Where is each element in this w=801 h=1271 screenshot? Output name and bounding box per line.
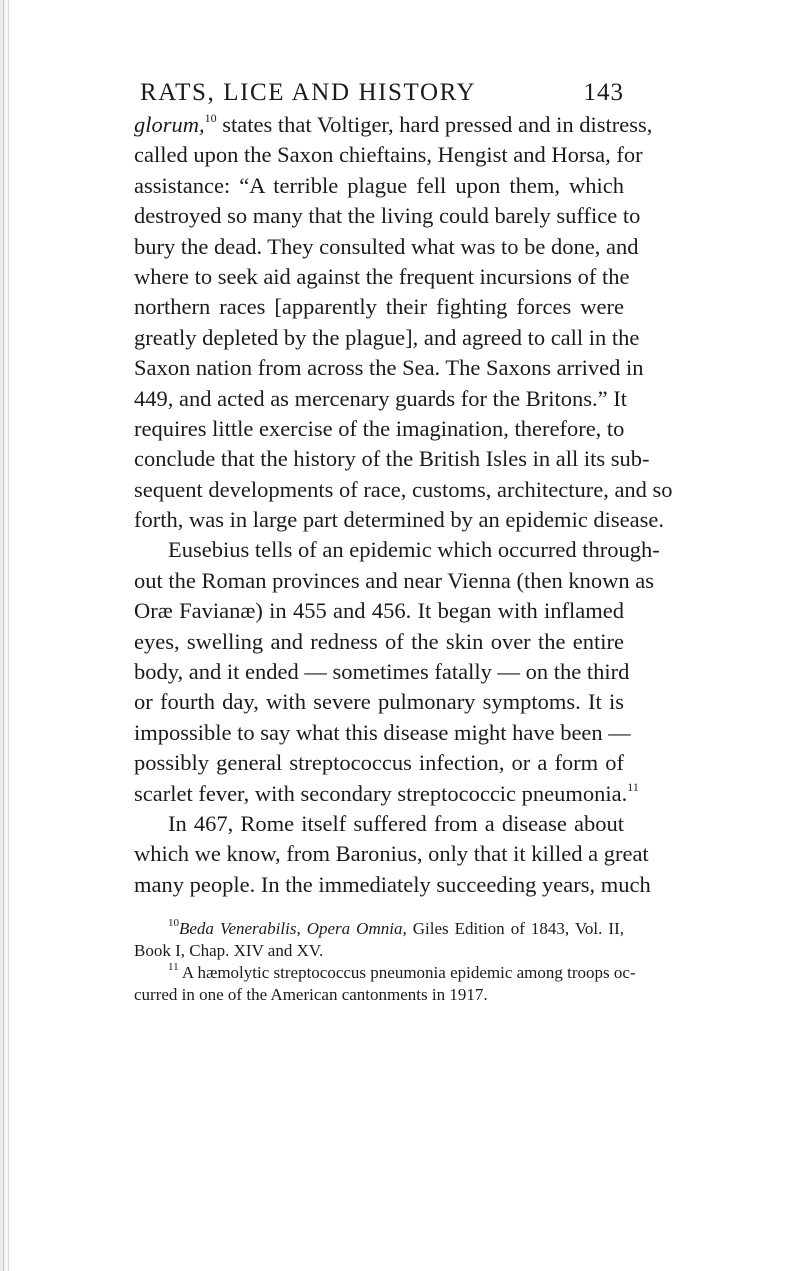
gutter-line (3, 0, 4, 1271)
text-line: Eusebius tells of an epidemic which occurred through- (168, 537, 660, 563)
footnote-11 (134, 961, 636, 984)
footnote-ref-10: 10 (204, 111, 217, 125)
line-text: scarlet fever, with secondary streptococcic pneumonia. (134, 780, 628, 806)
text-line: called upon the Saxon chieftains, Hengist and Horsa, for (134, 142, 643, 168)
text-line: eyes, swelling and redness of the skin over the entire (134, 628, 624, 654)
text-line: conclude that the history of the British Isles in all its sub- (134, 446, 650, 472)
footnote-text: Giles Edition of 1843, Vol. II, (406, 919, 624, 939)
footnote-number: 10 (168, 917, 179, 930)
text-line: out the Roman provinces and near Vienna (then known as (134, 567, 654, 593)
footnote-citation-title: Beda Venerabilis, Opera Omnia, (179, 919, 407, 939)
body-text (134, 110, 673, 900)
text-line: many people. In the immediately succeeding years, much (134, 871, 651, 897)
text-line: assistance: “A terrible plague fell upon them, which (134, 172, 624, 198)
text-line: which we know, from Baronius, only that it killed a great (134, 841, 649, 867)
text-line: northern races [apparently their fighting forces were (134, 294, 624, 320)
gutter-line (8, 0, 9, 1271)
footnote-ref-11: 11 (627, 779, 639, 794)
footnote-text: A hæmolytic streptococcus pneumonia epidemic among troops oc- (178, 963, 636, 983)
text-line: or fourth day, with severe pulmonary symptoms. It is (134, 689, 624, 715)
page-number: 143 (583, 79, 624, 106)
text-line: bury the dead. They consulted what was to be done, and (134, 233, 639, 259)
footnote-10 (134, 918, 624, 940)
text-line (134, 779, 639, 809)
running-head-title: RATS, LICE AND HISTORY (140, 79, 477, 106)
footnote-text-line: curred in one of the American cantonments in 1917. (134, 985, 488, 1005)
text-line: forth, was in large part determined by an epidemic disease. (134, 507, 665, 533)
line-text: states that Voltiger, hard pressed and in distress, (216, 112, 653, 137)
footnotes (134, 917, 636, 1006)
text-line: body, and it ended — sometimes fatally — on the third (134, 659, 630, 685)
text-line: In 467, Rome itself suffered from a disease about (168, 810, 624, 836)
binding-gutter (0, 0, 12, 1271)
text-line: Oræ Favianæ) in 455 and 456. It began with inflamed (134, 598, 624, 624)
text-line: impossible to say what this disease might have been — (134, 719, 631, 745)
text-line: Saxon nation from across the Sea. The Saxons arrived in (134, 355, 644, 381)
footnote-text-line: Book I, Chap. XIV and XV. (134, 941, 324, 961)
text-line: greatly depleted by the plague], and agreed to call in the (134, 324, 640, 350)
text-line: 449, and acted as mercenary guards for the Britons.” It (134, 385, 627, 411)
footnote-number: 11 (168, 961, 179, 974)
text-line: requires little exercise of the imagination, therefore, to (134, 415, 625, 441)
book-page (134, 78, 673, 1006)
running-head (134, 78, 624, 108)
text-line: where to seek aid against the frequent incursions of the (134, 263, 630, 289)
text-line: possibly general streptococcus infection, or a form of (134, 750, 624, 776)
text-line: sequent developments of race, customs, architecture, and so (134, 476, 673, 502)
text-line: destroyed so many that the living could barely suffice to (134, 203, 641, 229)
italic-title: glorum, (134, 112, 205, 137)
text-line (134, 110, 653, 140)
